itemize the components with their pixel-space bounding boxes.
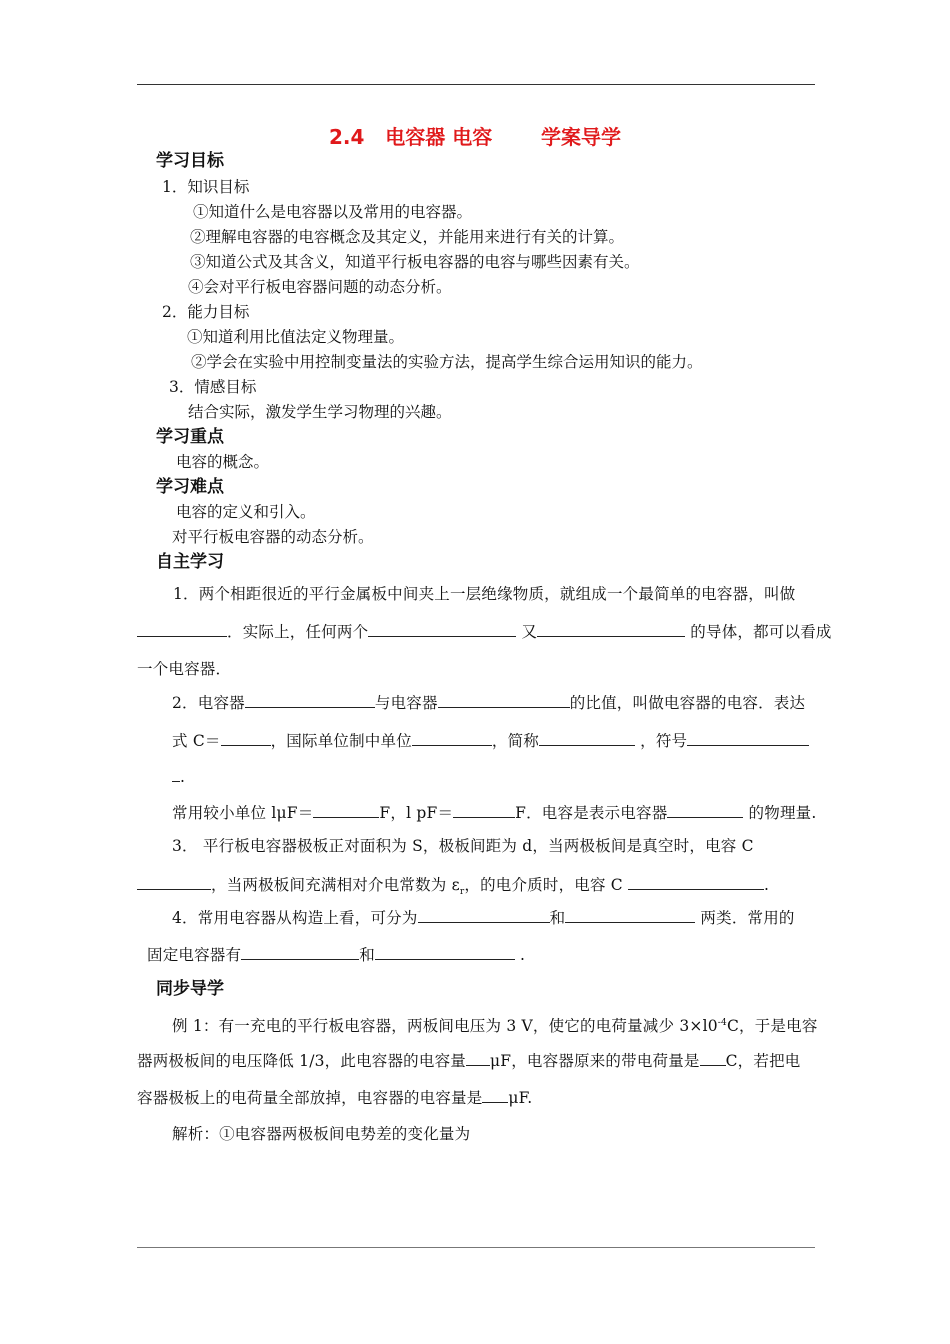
analysis-line: 解析：①电容器两极板间电势差的变化量为 xyxy=(172,1125,471,1143)
page-title: 2.4 电容器 电容 学案导学 xyxy=(328,125,622,149)
q4-text-e: 和 xyxy=(359,946,375,964)
q4-text-b: 和 xyxy=(549,909,566,927)
example-1-line-1 xyxy=(172,1013,818,1036)
emotion-item-1: 结合实际，激发学生学习物理的兴趣。 xyxy=(188,403,452,421)
ability-item-1: ①知道利用比值法定义物理量。 xyxy=(187,328,405,346)
q1-text-c: 又 xyxy=(521,623,538,641)
knowledge-goal-label: 1．知识目标 xyxy=(162,178,250,196)
q1-line-2 xyxy=(137,621,832,642)
q3-line-1: 3． 平行板电容器极板正对面积为 S，极板间距为 d，当两极板间是真空时，电容 C xyxy=(172,837,754,855)
q4-blank-2[interactable] xyxy=(565,907,695,923)
ex1-blank-3[interactable] xyxy=(482,1087,508,1103)
heading-key: 学习重点 xyxy=(156,427,224,447)
ex1-text-e: C，若把电 xyxy=(725,1052,801,1070)
ability-goal-label: 2．能力目标 xyxy=(162,303,250,321)
q2-blank-6-cont[interactable] xyxy=(172,766,180,782)
q2-blank-6[interactable] xyxy=(687,730,809,746)
key-item-1: 电容的概念。 xyxy=(176,453,270,471)
q2-line-4 xyxy=(172,802,816,823)
q2-text-k: F．电容是表示电容器 xyxy=(515,804,668,822)
q2-text-j: F，l pF＝ xyxy=(379,804,454,822)
q4-line-2 xyxy=(147,944,525,965)
q2-text-g: ，符号 xyxy=(640,732,688,750)
q2-text-c: 的比值，叫做电容器的电容．表达 xyxy=(569,694,806,712)
q4-text-d: 固定电容器有 xyxy=(147,946,242,964)
q3-blank-2[interactable] xyxy=(628,874,764,890)
q2-text-a: 2．电容器 xyxy=(172,694,245,712)
q2-text-f: ，简称 xyxy=(491,732,540,750)
ex1-blank-2[interactable] xyxy=(700,1050,726,1066)
q1-blank-2[interactable] xyxy=(368,621,516,637)
q2-line-1 xyxy=(172,692,805,713)
difficult-item-2: 对平行板电容器的动态分析。 xyxy=(172,528,374,546)
q4-text-c: 两类．常用的 xyxy=(700,909,795,927)
knowledge-item-4: ④会对平行板电容器问题的动态分析。 xyxy=(188,278,452,296)
example-1-line-3 xyxy=(137,1087,532,1108)
ex1-superscript: -4 xyxy=(717,1018,727,1028)
q3-text-c: ，的电介质时，电容 C xyxy=(464,876,623,894)
q1-line-3: 一个电容器． xyxy=(137,660,232,678)
q3-text-d: . xyxy=(764,876,770,894)
q2-blank-8[interactable] xyxy=(453,802,515,818)
q4-blank-4[interactable] xyxy=(375,944,515,960)
ex1-blank-1[interactable] xyxy=(466,1050,490,1066)
difficult-item-1: 电容的定义和引入。 xyxy=(176,503,316,521)
knowledge-item-2: ②理解电容器的电容概念及其定义，并能用来进行有关的计算。 xyxy=(190,228,625,246)
q2-blank-5[interactable] xyxy=(539,730,635,746)
q2-blank-4[interactable] xyxy=(412,730,492,746)
emotion-goal-label: 3．情感目标 xyxy=(169,378,257,396)
ex1-text-f: 容器极板上的电荷量全部放掉，电容器的电容量是 xyxy=(137,1089,483,1107)
heading-self-study: 自主学习 xyxy=(156,552,224,572)
q4-line-1 xyxy=(172,907,795,928)
q1-blank-1[interactable] xyxy=(137,621,227,637)
q2-text-l: 的物理量. xyxy=(748,804,817,822)
q1-text-b: ．实际上，任何两个 xyxy=(227,623,369,641)
q1-blank-3[interactable] xyxy=(537,621,685,637)
header-rule xyxy=(137,84,815,85)
footer-rule xyxy=(137,1247,815,1248)
q1-text-d: 的导体，都可以看成 xyxy=(690,623,832,641)
q4-blank-1[interactable] xyxy=(418,907,550,923)
knowledge-item-1: ①知道什么是电容器以及常用的电容器。 xyxy=(193,203,473,221)
q1-line-1: 1．两个相距很近的平行金属板中间夹上一层绝缘物质，就组成一个最简单的电容器，叫做 xyxy=(173,585,796,603)
q2-blank-3[interactable] xyxy=(221,730,271,746)
q2-blank-1[interactable] xyxy=(245,692,375,708)
q2-text-b: 与电容器 xyxy=(374,694,438,712)
q3-line-2 xyxy=(137,874,769,902)
q2-text-d: 式 C＝ xyxy=(172,732,221,750)
ex1-text-b: C，于是电容 xyxy=(726,1017,818,1036)
ex1-text-c: 器两极板间的电压降低 1/3，此电容器的电容量 xyxy=(137,1052,466,1070)
q2-line-2 xyxy=(172,730,809,751)
q2-blank-2[interactable] xyxy=(438,692,570,708)
q2-line-3 xyxy=(172,766,185,787)
q2-text-h: . xyxy=(180,768,186,786)
ex1-text-g: μF. xyxy=(508,1089,533,1107)
q3-blank-1[interactable] xyxy=(137,874,211,890)
q2-text-i: 常用较小单位 lμF＝ xyxy=(172,804,314,822)
example-1-line-2 xyxy=(137,1050,801,1071)
heading-goals: 学习目标 xyxy=(156,151,224,171)
q2-blank-7[interactable] xyxy=(313,802,379,818)
q4-text-a: 4．常用电容器从构造上看，可分为 xyxy=(172,909,418,927)
q2-blank-9[interactable] xyxy=(667,802,743,818)
ability-item-2: ②学会在实验中用控制变量法的实验方法，提高学生综合运用知识的能力。 xyxy=(191,353,703,371)
heading-difficult: 学习难点 xyxy=(156,477,224,497)
ex1-text-a: 例 1：有一充电的平行板电容器，两板间电压为 3 V，使它的电荷量减少 3×l0 xyxy=(172,1017,718,1036)
ex1-text-d: μF，电容器原来的带电荷量是 xyxy=(489,1052,700,1070)
heading-sync: 同步导学 xyxy=(156,979,224,999)
q4-text-f: . xyxy=(520,946,526,964)
q3-subscript: r xyxy=(459,887,465,898)
q4-blank-3[interactable] xyxy=(241,944,359,960)
q2-text-e: ，国际单位制中单位 xyxy=(270,732,412,750)
knowledge-item-3: ③知道公式及其含义，知道平行板电容器的电容与哪些因素有关。 xyxy=(190,253,640,271)
q3-text-b: ，当两极板间充满相对介电常数为 ε xyxy=(211,876,460,894)
